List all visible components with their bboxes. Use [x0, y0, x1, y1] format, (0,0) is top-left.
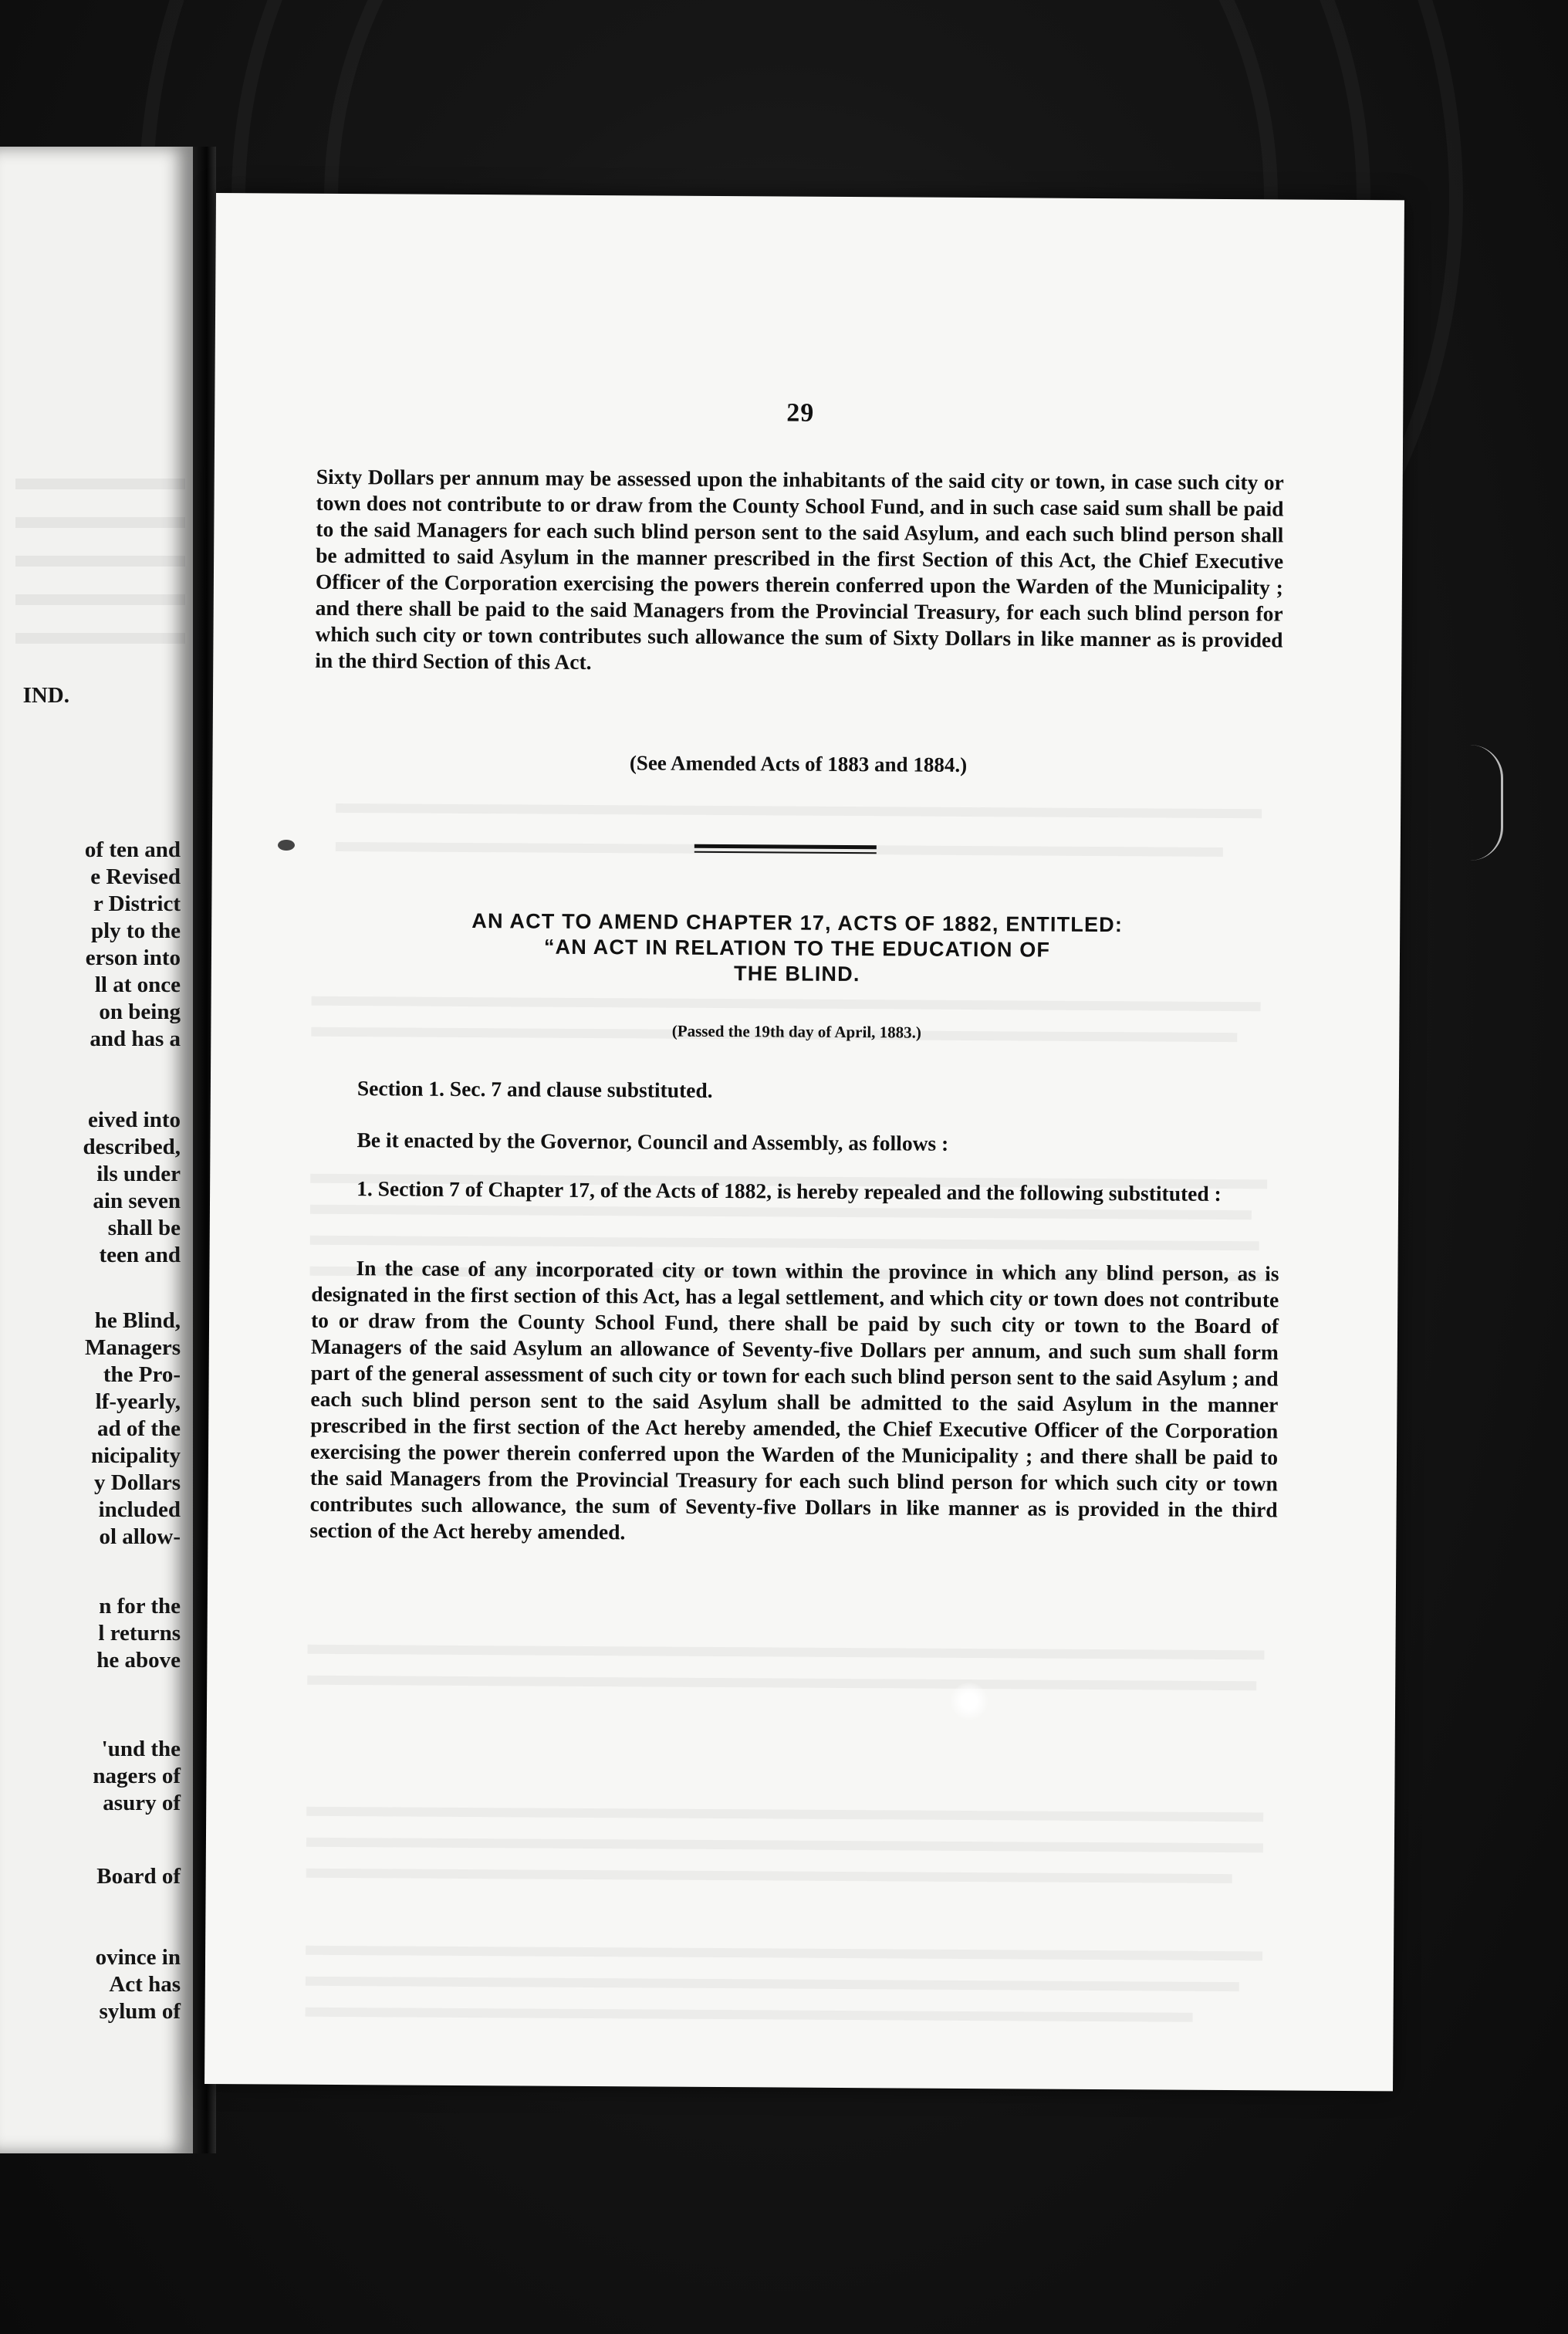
- bleed-through-mark: [15, 479, 185, 489]
- act-title-line: THE BLIND.: [733, 962, 860, 986]
- bleed-through-mark: [310, 1205, 1252, 1219]
- left-page-fragment: Act has: [109, 1972, 181, 1997]
- left-page-fragment: ad of the: [97, 1416, 181, 1441]
- document-page: [204, 193, 1404, 2091]
- see-amended-note: (See Amended Acts of 1883 and 1884.): [629, 751, 968, 776]
- enacting-clause: Be it enacted by the Governor, Council and Assembly, as follows :: [357, 1128, 949, 1155]
- bleed-through-mark: [15, 556, 185, 567]
- left-page-fragment: included: [98, 1497, 181, 1522]
- left-page-fragment: asury of: [103, 1791, 181, 1815]
- light-glare: [951, 1683, 988, 1720]
- left-page-fragment: shall be: [107, 1216, 181, 1240]
- left-page-fragment: y Dollars: [94, 1470, 181, 1495]
- left-page-fragment: sylum of: [99, 1999, 181, 2024]
- continuation-paragraph: Sixty Dollars per annum may be assessed upon the inhabitants of the said city or town, in case such city or town does not contribute to or draw from the County School Fund, and in such case said sum shall be paid to the said Managers for each such blind person sent to the said Asylum, and each such blind person shall be admitted to said Asylum in the manner prescribed in the first Section of this Act, the Chief Executive Officer of the Corporation exercising the powers therein conferred upon the Warden of the Municipality ; and there shall be paid to the said Managers from the Provincial Treasury, for each such blind person for which such city or town contributes such allowance the sum of Sixty Dollars in like manner as is provided in the third Section of this Act.: [315, 464, 1284, 674]
- bleed-through-mark: [306, 1977, 1239, 1991]
- bleed-through-mark: [307, 1676, 1256, 1691]
- bleed-through-mark: [306, 1838, 1263, 1853]
- left-page-fragment: of ten and: [84, 837, 181, 862]
- left-page-fragment: on being: [99, 1000, 181, 1024]
- left-page-fragment: ovince in: [95, 1945, 181, 1970]
- left-page-fragment: ain seven: [93, 1189, 181, 1213]
- left-facing-page: [0, 147, 193, 2153]
- left-page-fragment: nagers of: [93, 1764, 181, 1788]
- left-page-fragment: nicipality: [90, 1443, 181, 1468]
- bleed-through-mark: [15, 633, 185, 644]
- left-page-fragment: Board of: [96, 1864, 181, 1889]
- left-page-fragment: he Blind,: [94, 1308, 181, 1333]
- section-summary: Section 1. Sec. 7 and clause substituted.: [357, 1076, 713, 1102]
- left-page-fragment: ply to the: [91, 918, 181, 943]
- left-page-fragment: IND.: [22, 683, 69, 708]
- bleed-through-mark: [310, 1236, 1259, 1251]
- bleed-through-mark: [306, 1946, 1262, 1961]
- section-divider: [694, 844, 877, 854]
- bleed-through-mark: [307, 1645, 1264, 1660]
- bleed-through-mark: [15, 517, 185, 528]
- left-page-fragment: e Revised: [90, 864, 181, 889]
- film-speck: [278, 840, 295, 851]
- bleed-through-mark: [15, 594, 185, 605]
- page-number: 29: [786, 398, 815, 428]
- left-page-fragment: Managers: [84, 1335, 181, 1360]
- left-page-fragment: described,: [83, 1135, 181, 1159]
- left-page-fragment: teen and: [99, 1243, 181, 1267]
- left-page-fragment: lf-yearly,: [95, 1389, 181, 1414]
- bleed-through-mark: [306, 1869, 1232, 1883]
- passed-date-note: (Passed the 19th day of April, 1883.): [671, 1021, 922, 1042]
- section-1-text: 1. Section 7 of Chapter 17, of the Acts of 1882, is hereby repealed and the following substituted :: [357, 1176, 1222, 1206]
- film-scratch: [1470, 745, 1503, 861]
- left-page-fragment: 'und the: [101, 1737, 181, 1761]
- bleed-through-mark: [336, 803, 1262, 818]
- left-page-fragment: ol allow-: [99, 1524, 181, 1549]
- left-page-fragment: ils under: [96, 1162, 181, 1186]
- act-title-line: AN ACT TO AMEND CHAPTER 17, ACTS OF 1882, ENTITLED:: [471, 909, 1124, 937]
- left-page-fragment: and has a: [90, 1027, 181, 1051]
- bleed-through-mark: [312, 996, 1261, 1012]
- act-title: [313, 908, 1282, 990]
- left-page-fragment: the Pro-: [103, 1362, 181, 1387]
- act-title-line: “AN ACT IN RELATION TO THE EDUCATION OF: [543, 935, 1051, 962]
- left-page-fragment: he above: [96, 1648, 181, 1673]
- left-page-fragment: erson into: [85, 945, 181, 970]
- left-page-fragment: l returns: [98, 1621, 181, 1646]
- left-page-fragment: ll at once: [94, 972, 181, 997]
- left-page-fragment: n for the: [99, 1594, 181, 1619]
- left-page-fragment: eived into: [87, 1108, 181, 1132]
- left-page-fragment: r District: [93, 891, 181, 916]
- bleed-through-mark: [306, 2008, 1193, 2022]
- bleed-through-mark: [306, 1807, 1263, 1822]
- substituted-clause: In the case of any incorporated city or town within the province in which any blind person, as is designated in the first section of this Act, has a legal settlement, and which city or town does not contribute to or draw from the County School Fund, there shall be paid by such city or town to the Board of Managers of the said Asylum an allowance of Seventy-five Dollars per annum, and such sum shall form part of the general assessment of such city or town for each such blind person sent to the said Asylum ; and each such blind person sent to the said Asylum shall be admitted to the said Asylum in the manner prescribed in the first section of the Act hereby amended, the Chief Executive Officer of the Corporation exercising the power therein conferred upon the Warden of the Municipality ; and there shall be paid to the said Managers from the Provincial Treasury for each such blind person for which such city or town contributes such allowance, the sum of Seventy-five Dollars in like manner as is provided in the third section of the Act hereby amended.: [309, 1256, 1279, 1544]
